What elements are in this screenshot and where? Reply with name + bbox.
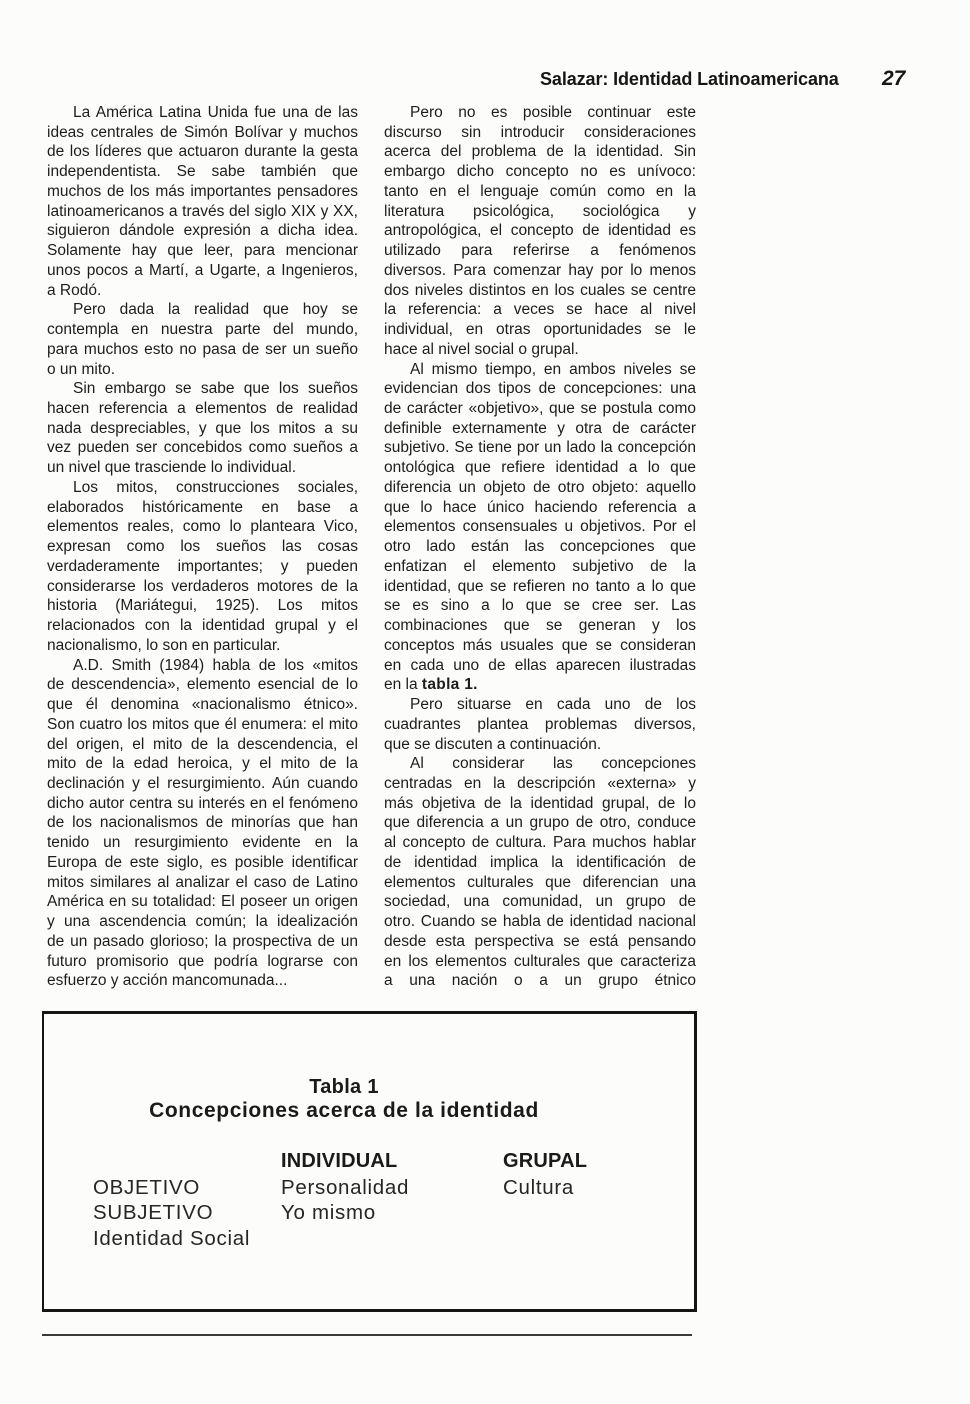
text-line: Pero dada la realidad que hoy se: [73, 301, 358, 319]
text-line: individual, en otras oportunidades se le: [384, 321, 696, 339]
text-line: hace al nivel social o grupal.: [384, 340, 579, 358]
text-line: expresan como los sueños las cosas: [47, 538, 358, 556]
text-line: declinación y el resurgimiento. Aún cuando: [47, 774, 358, 792]
paragraph: [47, 478, 358, 656]
text-line: elementos consensuales u objetivos. Por el: [384, 518, 696, 536]
text-line: al concepto de cultura. Para muchos hablar: [384, 834, 696, 852]
text-line: del origen, el mito de la descendencia, el: [47, 735, 358, 753]
text-line: independentista. Se sabe también que: [47, 163, 358, 181]
text-line: historia (Mariátegui, 1925). Los mitos: [47, 597, 358, 615]
text-line: elementos culturales que diferencian una: [384, 873, 696, 891]
paragraph: [384, 695, 696, 754]
text-line: de un pasado glorioso; la prospectiva de un: [47, 932, 358, 950]
text-line: vez pueden ser concebidos como sueños a: [47, 439, 358, 457]
text-line: que él denomina «nacionalismo étnico».: [47, 696, 358, 714]
text-line: otro. Cuando se habla de identidad nacional: [384, 913, 696, 931]
paragraph: [384, 103, 696, 360]
text-line: [384, 675, 696, 695]
text-line: de carácter «objetivo», que se postula como: [384, 400, 696, 418]
text-line: elementos reales, como lo planteara Vico,: [47, 518, 358, 536]
text-line: nacionalismo, lo son en particular.: [47, 636, 281, 654]
text-line: de los líderes que actuaron durante la gesta: [47, 143, 358, 161]
text-line: de identidad implica la identificación de: [384, 853, 696, 871]
text-line: Al considerar las concepciones: [410, 755, 696, 773]
text-line: de descendencia», elemento esencial de lo: [47, 676, 358, 694]
text-line: contempla en nuestra parte del mundo,: [47, 321, 358, 339]
table-cell: Cultura: [503, 1175, 574, 1199]
text-line: o un mito.: [47, 360, 116, 378]
text-line: acerca del problema de la identidad. Sin: [384, 143, 696, 161]
table-cell-empty: [503, 1200, 643, 1226]
text-line: identidad, que se refieren no tanto a lo que: [384, 577, 696, 595]
table-row-label: OBJETIVO: [93, 1175, 200, 1199]
page-number: 27: [882, 67, 906, 90]
text-line: esfuerzo y acción mancomunada...: [47, 972, 288, 990]
text-line: enfatizan el elemento subjetivo de la: [384, 557, 696, 575]
text-line: relacionados con la identidad grupal y el: [47, 617, 358, 635]
text-line: tenido un resurgimiento evidente en la: [47, 834, 358, 852]
table-caption: Tabla 1: [309, 1076, 379, 1098]
table-cell: Yo mismo: [281, 1201, 376, 1224]
text-line: a Rodó.: [47, 281, 102, 299]
text-line: que lo hace único haciendo referencia a: [384, 498, 696, 516]
paragraph: [384, 360, 696, 695]
paragraph: [47, 300, 358, 379]
text-line: un nivel que trasciende lo individual.: [47, 459, 297, 477]
table-title: Concepciones acerca de la identidad: [149, 1099, 539, 1122]
text-line: muchos de los más importantes pensadores: [47, 182, 358, 200]
table-reference: tabla 1.: [421, 676, 478, 694]
text-line: Solamente hay que leer, para mencionar: [47, 242, 358, 260]
text-line: Son cuatro los mitos que él enumera: el mito: [47, 715, 358, 733]
text-line: mito de la edad heroica, y el mito de la: [47, 755, 358, 773]
table-column-header-individual: INDIVIDUAL: [281, 1150, 398, 1172]
table-column-header-grupal: GRUPAL: [503, 1150, 588, 1172]
text-line: Los mitos, construcciones sociales,: [73, 478, 358, 496]
text-line: nada despreciables, y que los mitos a su: [47, 419, 358, 437]
table-corner-cell: [93, 1149, 281, 1175]
text-line: que se discuten a continuación.: [384, 735, 602, 753]
running-header-title: Salazar: Identidad Latinoamericana: [540, 69, 839, 89]
text-line: diversos. Para comenzar hay por lo menos: [384, 261, 696, 279]
text-line: hacen referencia a elementos de realidad: [47, 400, 358, 418]
text-line: en cada uno de ellas aparecen ilustradas: [384, 656, 696, 674]
table-row-label: SUBJETIVO: [93, 1201, 214, 1224]
text-run: en la: [384, 676, 422, 694]
paragraph: [47, 103, 358, 300]
text-line: subjetivo. Se tiene por un lado la concepción: [384, 439, 696, 457]
text-line: utilizado para referirse a fenómenos: [384, 242, 696, 260]
table-cell: Personalidad: [281, 1175, 410, 1199]
text-line: que diferencia a un grupo de otro, conduce: [384, 814, 696, 832]
table-row-label: Identidad Social: [93, 1226, 251, 1250]
paragraph: [47, 656, 358, 991]
text-line: combinaciones que se generan y los: [384, 617, 696, 635]
text-line: desde esta perspectiva se está pensando: [384, 932, 696, 950]
text-line: sociedad, una comunidad, un grupo de: [384, 893, 696, 911]
text-line: Al mismo tiempo, en ambos niveles se: [410, 360, 696, 378]
right-column: [384, 103, 696, 991]
text-line: Sin embargo se sabe que los sueños: [73, 380, 358, 398]
text-line: elaborados históricamente en base a: [47, 498, 358, 516]
text-line: diferencia un objeto de otro objeto: aquello: [384, 478, 696, 496]
text-line: mitos similares al analizar el caso de Latino: [47, 873, 358, 891]
text-line: otro lado están las concepciones que: [384, 538, 696, 556]
text-line: literatura psicológica, sociológica y: [384, 202, 696, 220]
text-line: evidencian dos tipos de concepciones: una: [384, 380, 696, 398]
table-cell-empty: [281, 1226, 503, 1252]
text-line: la referencia: a veces se hace al nivel: [384, 301, 696, 319]
text-line: La América Latina Unida fue una de las: [73, 104, 358, 121]
identity-table: [93, 1149, 643, 1251]
text-line: definible externamente y otra de carácter: [384, 419, 696, 437]
text-line: Europa de este siglo, es posible identificar: [47, 853, 358, 871]
text-line: a una nación o a un grupo étnico: [384, 972, 696, 990]
text-line: se es sino a lo que se cree ser. Las: [384, 597, 696, 615]
text-line: considerarse los verdaderos motores de la: [47, 577, 358, 595]
text-line: A.D. Smith (1984) habla de los «mitos: [73, 656, 358, 674]
text-line: en los elementos culturales que caracteriza: [384, 952, 696, 970]
text-line: dos niveles distintos en los cuales se centre: [384, 281, 696, 299]
text-line: cuadrantes plantea problemas diversos,: [384, 715, 696, 733]
text-line: ideas centrales de Simón Bolívar y muchos: [47, 123, 358, 141]
text-line: América en su totalidad: El poseer un origen: [47, 893, 358, 911]
text-line: latinoamericanos a través del siglo XIX y XX,: [47, 202, 358, 220]
text-line: unos pocos a Martí, a Ugarte, a Ingenieros,: [47, 261, 358, 279]
text-line: y una ascendencia común; la idealización: [47, 913, 358, 931]
text-line: de los nacionalismos de minorías que han: [47, 814, 358, 832]
paragraph: [47, 379, 358, 478]
footer-rule: [42, 1334, 692, 1336]
text-line: antropológica, el concepto de identidad es: [384, 222, 696, 240]
text-line: conceptos más usuales que se consideran: [384, 636, 696, 654]
text-line: Pero situarse en cada uno de los: [410, 696, 696, 714]
text-line: para muchos esto no pasa de ser un sueño: [47, 340, 358, 358]
text-line: ontológica que refiere identidad a lo que: [384, 459, 696, 477]
table-cell-empty: [503, 1226, 643, 1252]
text-line: embargo dicho concepto no es unívoco:: [384, 163, 696, 181]
text-line: Pero no es posible continuar este: [410, 104, 696, 121]
text-line: siguieron dándole expresión a dicha idea.: [47, 222, 358, 240]
left-column: [47, 103, 358, 991]
text-line: futuro promisorio que podría lograrse con: [47, 952, 358, 970]
text-line: verdaderamente importantes; y pueden: [47, 557, 358, 575]
text-line: dicho autor centra su interés en el fenómeno: [47, 794, 358, 812]
paragraph: [384, 754, 696, 991]
text-line: más objetiva de la identidad grupal, de lo: [384, 794, 696, 812]
text-line: discurso sin introducir consideraciones: [384, 123, 696, 141]
text-line: centradas en la descripción «externa» y: [384, 774, 696, 792]
text-line: tanto en el lenguaje común como en la: [384, 182, 696, 200]
